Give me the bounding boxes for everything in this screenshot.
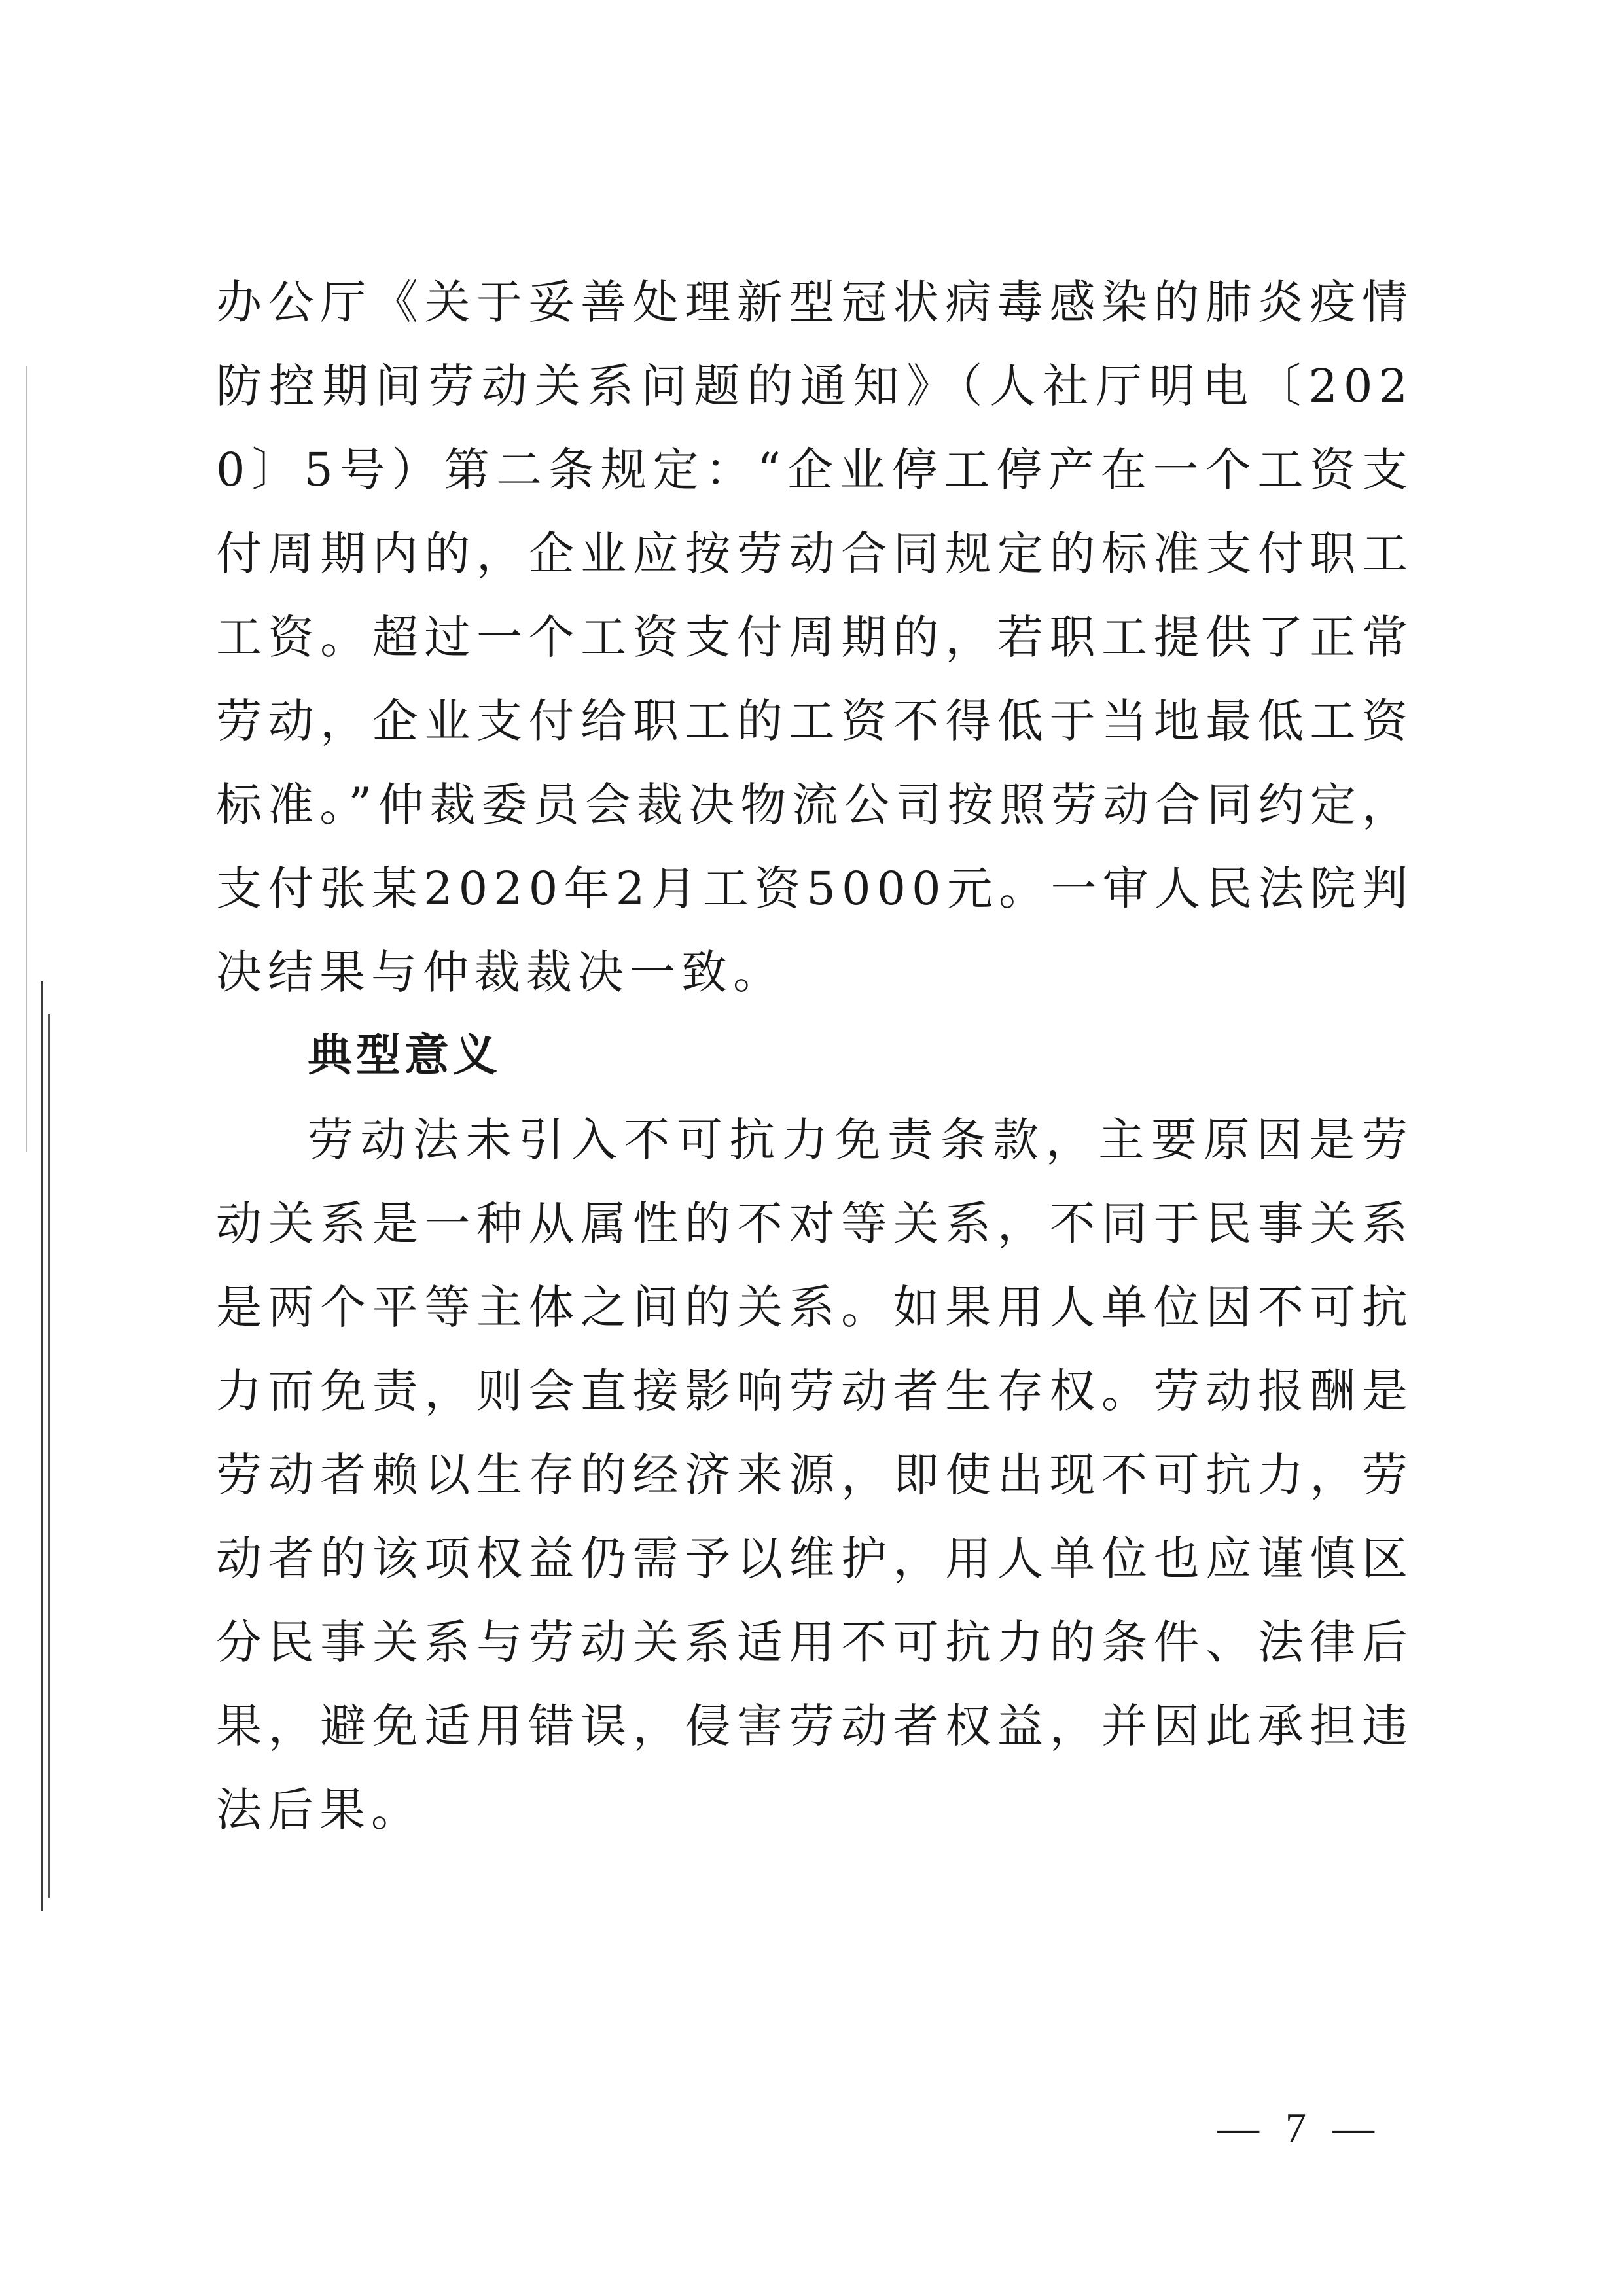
paragraph-continuation: 办公厅《关于妥善处理新型冠状病毒感染的肺炎疫情防控期间劳动关系问题的通知》（人社厅明电〔2020〕5号）第二条规定：“企业停工停产在一个工资支付周期内的，企业应按劳动合同规定的标准支付职工工资。超过一个工资支付周期的，若职工提供了正常劳动，企业支付给职工的工资不得低于当地最低工资标准。”仲裁委员会裁决物流公司按照劳动合同约定，支付张某2020年2月工资5000元。一审人民法院判决结果与仲裁裁决一致。 [216, 275, 1414, 999]
document-body [216, 260, 1414, 1852]
page-number: — 7 — [1217, 2104, 1382, 2151]
section-heading: 典型意义 [308, 1030, 502, 1082]
scan-edge-line [41, 981, 43, 1911]
scan-edge-line-secondary [48, 1014, 50, 1898]
paragraph-significance: 劳动法未引入不可抗力免责条款，主要原因是劳动关系是一种从属性的不对等关系，不同于民事关系是两个平等主体之间的关系。如果用人单位因不可抗力而免责，则会直接影响劳动者生存权。劳动报酬是劳动者赖以生存的经济来源，即使出现不可抗力，劳动者的该项权益仍需予以维护，用人单位也应谨慎区分民事关系与劳动关系适用不可抗力的条件、法律后果，避免适用错误，侵害劳动者权益，并因此承担违法后果。 [216, 1113, 1414, 1837]
scan-edge-faint [26, 366, 27, 1152]
